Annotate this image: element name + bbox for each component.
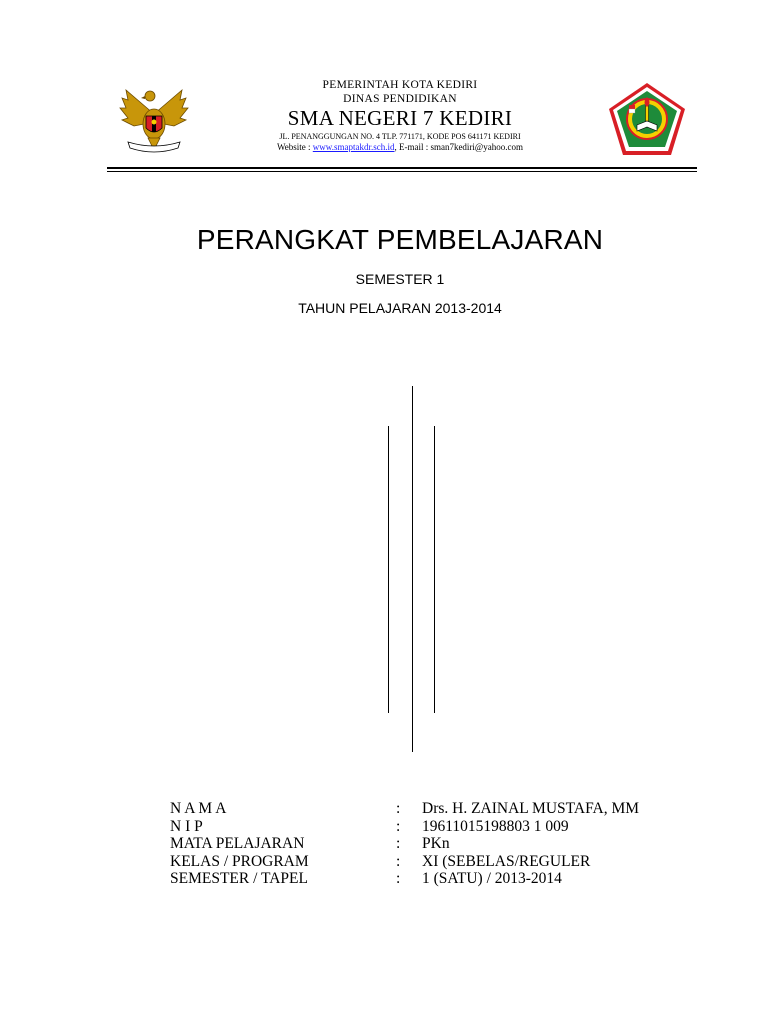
info-label: KELAS / PROGRAM xyxy=(170,852,309,870)
info-label: N A M A xyxy=(170,800,227,817)
info-label: N I P xyxy=(170,817,203,835)
school-address: JL. PENANGGUNGAN NO. 4 TLP. 771171, KODE POS 641171 KEDIRI xyxy=(279,132,521,141)
website-prefix: Website : xyxy=(277,142,313,152)
contact-line xyxy=(200,143,600,152)
info-row-semester-tapel xyxy=(170,870,639,888)
letterhead-rule-thin xyxy=(107,171,697,172)
semester-label: SEMESTER 1 xyxy=(355,271,445,287)
info-colon: : xyxy=(396,852,401,870)
school-name: SMA NEGERI 7 KEDIRI xyxy=(287,106,513,130)
info-colon: : xyxy=(396,817,401,835)
info-colon: : xyxy=(396,870,401,887)
decorative-vertical-line-center xyxy=(412,386,413,752)
decorative-vertical-line-right xyxy=(434,426,435,713)
letterhead xyxy=(0,0,768,180)
department-name: DINAS PENDIDIKAN xyxy=(343,92,457,105)
government-name: PEMERINTAH KOTA KEDIRI xyxy=(322,79,478,91)
garuda-emblem-icon xyxy=(118,84,190,156)
decorative-vertical-line-left xyxy=(388,426,389,713)
info-row-nama xyxy=(170,800,639,818)
info-value: 1 (SATU) / 2013-2014 xyxy=(422,870,562,887)
school-crest-icon xyxy=(607,81,687,157)
teacher-info-block xyxy=(170,800,639,888)
info-row-kelas-program xyxy=(170,853,639,871)
info-colon: : xyxy=(396,835,401,852)
document-title: PERANGKAT PEMBELAJARAN xyxy=(196,224,604,255)
email-text: , E-mail : sman7kediri@yahoo.com xyxy=(394,142,523,152)
info-row-mata-pelajaran xyxy=(170,835,639,853)
letterhead-text xyxy=(200,80,600,152)
info-value: 19611015198803 1 009 xyxy=(422,817,569,835)
info-row-nip xyxy=(170,818,639,836)
info-value: PKn xyxy=(422,835,450,852)
info-label: MATA PELAJARAN xyxy=(170,835,305,852)
academic-year-label: TAHUN PELAJARAN 2013-2014 xyxy=(298,300,502,316)
website-link[interactable]: www.smaptakdr.sch.id xyxy=(312,142,395,152)
letterhead-rule-thick xyxy=(107,167,697,169)
info-value: XI (SEBELAS/REGULER xyxy=(422,852,591,870)
info-value: Drs. H. ZAINAL MUSTAFA, MM xyxy=(422,800,640,817)
info-colon: : xyxy=(396,800,401,817)
info-label: SEMESTER / TAPEL xyxy=(170,870,308,887)
